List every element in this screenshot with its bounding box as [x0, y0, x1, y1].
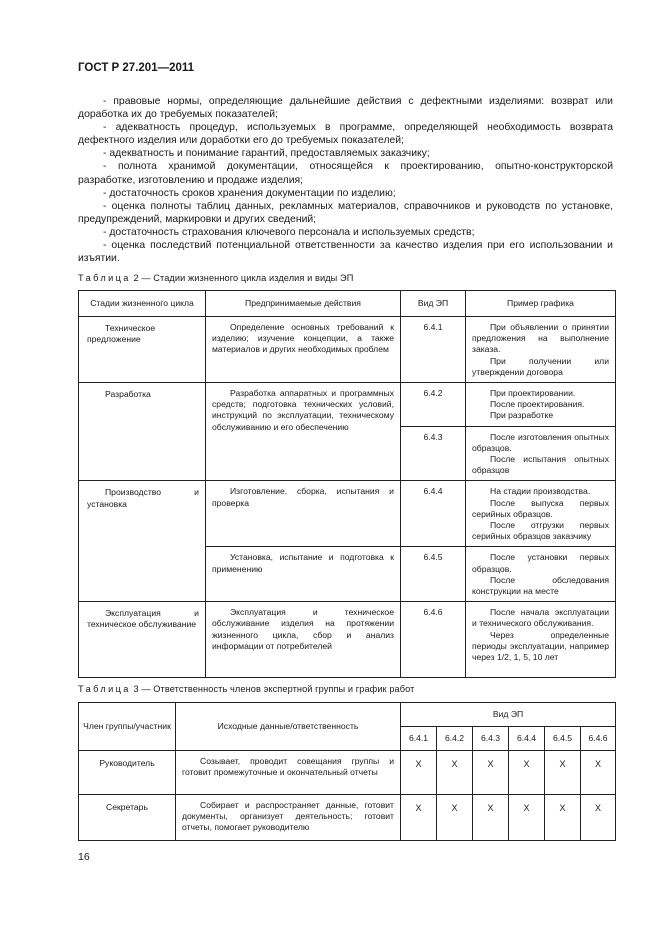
- table2-caption: [78, 273, 353, 283]
- table3-col-header: 6.4.3: [473, 727, 509, 751]
- action-cell: Определение основных требований к изделию; изучение концепции, а также материалов и других необходимых проблем: [206, 317, 401, 383]
- schedule-line: После изготовления опытных образцов.: [472, 431, 609, 453]
- page-number: 16: [78, 851, 90, 863]
- bullet-list: [78, 95, 613, 265]
- table3: [78, 702, 616, 841]
- table3-col-header: 6.4.4: [509, 727, 545, 751]
- table3-header-vid: Вид ЭП: [401, 703, 616, 727]
- schedule-line: Через определенные периоды эксплуатации, например через 1/2, 1, 5, 10 лет: [472, 629, 609, 663]
- bullet-item: - адекватность и понимание гарантий, предоставляемых заказчику;: [103, 148, 430, 160]
- schedule-cell: [466, 481, 616, 547]
- schedule-line: После испытания опытных образцов: [472, 454, 609, 476]
- table2-header-cell: Стадии жизненного цикла: [79, 291, 206, 317]
- table2-header-cell: Предпринимаемые действия: [206, 291, 401, 317]
- mark-cell: X: [545, 795, 581, 841]
- vid-cell: 6.4.3: [401, 426, 466, 481]
- mark-cell: X: [509, 795, 545, 841]
- schedule-cell: [466, 317, 616, 383]
- schedule-line: После обследования конструкции на месте: [472, 574, 609, 597]
- table-row: [79, 383, 616, 427]
- bullet-item: - правовые нормы, определяющие дальнейшие действия с дефектными изделиями: возврат или доработка их до требуемых показателей;: [78, 96, 613, 121]
- table3-col-header: 6.4.1: [401, 727, 437, 751]
- schedule-line: При объявлении о принятии предложения на выполнение заказа.: [472, 322, 609, 355]
- table2-caption-text: 2 — Стадии жизненного цикла изделия и виды ЭП: [130, 273, 354, 283]
- schedule-line: После отгрузки первых серийных образцов заказчику: [472, 520, 609, 542]
- table3-header-member: Член группы/участник: [79, 703, 176, 751]
- table2-caption-word: Таблица: [78, 273, 131, 283]
- table3-header-row: [79, 703, 616, 727]
- table-row: [79, 751, 616, 795]
- vid-cell: 6.4.4: [401, 481, 466, 547]
- table-row: [79, 481, 616, 547]
- mark-cell: X: [545, 751, 581, 795]
- action-cell: Изготовление, сборка, испытания и проверка: [206, 481, 401, 547]
- schedule-cell: [466, 426, 616, 481]
- table3-col-header: 6.4.2: [437, 727, 473, 751]
- bullet-item: - оценка полноты таблиц данных, рекламных материалов, справочников и руководств по установке, предупреждений, маркировки и других сведений;: [78, 200, 613, 225]
- schedule-line: На стадии производства.: [490, 486, 591, 497]
- mark-cell: X: [437, 751, 473, 795]
- table2-header-row: [79, 291, 616, 317]
- mark-cell: X: [473, 795, 509, 841]
- schedule-line: После проектирования.: [490, 399, 585, 410]
- schedule-line: При разработке: [490, 410, 554, 421]
- bullet-item: - адекватность процедур, используемых в программе, определяющей необходимость возврата дефектного изделия или доработки его до требуемых показателей;: [78, 122, 613, 147]
- mark-cell: X: [509, 751, 545, 795]
- responsibility-cell: Собирает и распространяет данные, готовит документы, организует деятельность; готовит отчеты, помогает руководителю: [176, 795, 401, 841]
- schedule-line: После выпуска первых серийных образцов.: [472, 497, 609, 519]
- mark-cell: X: [473, 751, 509, 795]
- bullet-item: - оценка последствий потенциальной ответственности за качество изделия при его использовании и изъятии.: [78, 240, 613, 265]
- action-cell: Эксплуатация и техническое обслуживание изделия на протяжении жизненного цикла, сбор и анализ информации от потребителей: [206, 602, 401, 678]
- table3-col-header: 6.4.5: [545, 727, 581, 751]
- vid-cell: 6.4.6: [401, 602, 466, 678]
- table3-header-data: Исходные данные/ответственность: [176, 703, 401, 751]
- table3-caption-word: Таблица: [78, 684, 131, 694]
- table2-header-cell: Вид ЭП: [401, 291, 466, 317]
- stage-cell: Эксплуатация и техническое обслуживание: [79, 602, 206, 678]
- mark-cell: X: [401, 795, 437, 841]
- table2-header-cell: Пример графика: [466, 291, 616, 317]
- table3-caption-text: 3 — Ответственность членов экспертной группы и график работ: [130, 684, 415, 694]
- bullet-item: - достаточность страхования ключевого персонала и используемых средств;: [103, 226, 475, 238]
- mark-cell: X: [401, 751, 437, 795]
- role-cell: Секретарь: [79, 795, 176, 841]
- schedule-line: После установки первых образцов.: [472, 552, 609, 574]
- vid-cell: 6.4.2: [401, 383, 466, 427]
- stage-cell: Техническое предложение: [79, 317, 206, 383]
- table-row: [79, 317, 616, 383]
- schedule-line: После начала эксплуатации и технического обслуживания.: [472, 607, 609, 629]
- vid-cell: 6.4.5: [401, 547, 466, 602]
- bullet-item: - достаточность сроков хранения документации по изделию;: [103, 187, 396, 199]
- stage-cell: Производство и установка: [79, 481, 206, 602]
- schedule-cell: [466, 547, 616, 602]
- document-header: ГОСТ Р 27.201—2011: [78, 62, 195, 74]
- schedule-line: При проектировании.: [490, 388, 576, 399]
- vid-cell: 6.4.1: [401, 317, 466, 383]
- table3-col-header: 6.4.6: [581, 727, 616, 751]
- schedule-cell: [466, 602, 616, 678]
- schedule-line: При получении или утверждении договора: [472, 355, 609, 377]
- mark-cell: X: [581, 751, 616, 795]
- responsibility-cell: Созывает, проводит совещания группы и готовит промежуточные и окончательный отчеты: [176, 751, 401, 795]
- mark-cell: X: [437, 795, 473, 841]
- action-cell: Установка, испытание и подготовка к применению: [206, 547, 401, 602]
- table-row: [79, 602, 616, 678]
- role-cell: Руководитель: [79, 751, 176, 795]
- stage-cell: Разработка: [79, 383, 206, 481]
- schedule-cell: [466, 383, 616, 427]
- bullet-item: - полнота хранимой документации, относящейся к проектированию, опытно-конструкторской разработке, изготовлению и продаже изделия;: [78, 161, 613, 186]
- table2: [78, 290, 616, 678]
- action-cell: Разработка аппаратных и программных средств; подготовка технических условий, инструкций по эксплуатации, техническому обслуживанию и его обеспечению: [206, 383, 401, 481]
- table-row: [79, 795, 616, 841]
- mark-cell: X: [581, 795, 616, 841]
- table3-caption: [78, 684, 414, 694]
